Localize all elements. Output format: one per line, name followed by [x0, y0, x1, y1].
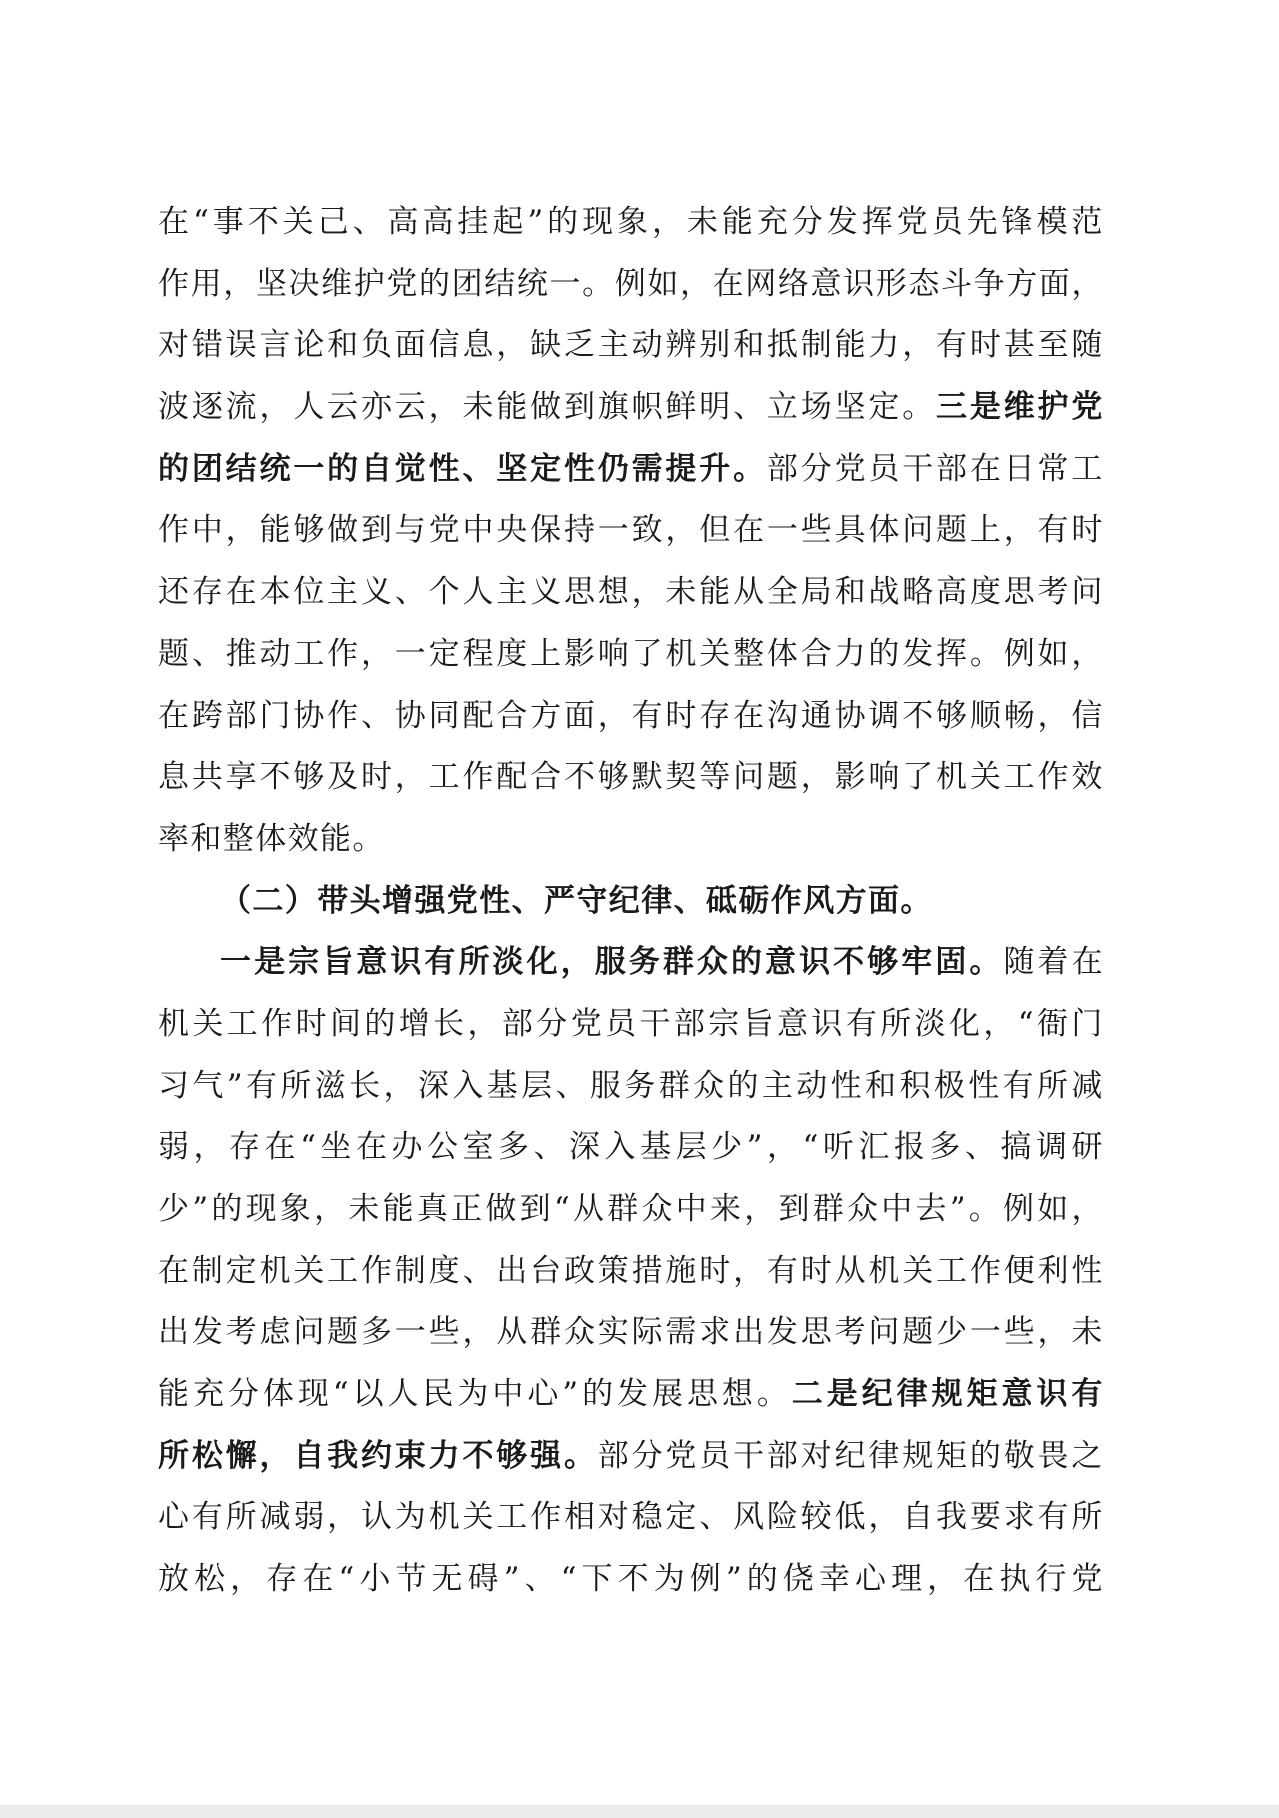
- text-line: 题 、 推 动 工 作 ， 一 定 程 度 上 影 响 了 机 关 整 体 合 力 的 发 挥 。 例 如 ，: [158, 635, 1104, 672]
- text-line: [158, 809, 1104, 871]
- text-line: 弱 ， 存 在 “ 坐 在 办 公 室 多 、 深 入 基 层 少 ” ， “ 听 汇 报 多 、 搞 调 研: [158, 1129, 1104, 1166]
- text-line: 机 关 工 作 时 间 的 增 长 ， 部 分 党 员 干 部 宗 旨 意 识 有 所 淡 化 ， “ 衙 门: [158, 1005, 1104, 1042]
- document-body: [158, 192, 1104, 1611]
- text-line: 所 松 懈 ， 自 我 约 束 力 不 够 强 。 部 分 党 员 干 部 对 纪 律 规 矩 的 敬 畏 之: [158, 1437, 1104, 1474]
- text-line: 作 中 ， 能 够 做 到 与 党 中 央 保 持 一 致 ， 但 在 一 些 具 体 问 题 上 ， 有 时: [158, 512, 1104, 549]
- text-line: 在 跨 部 门 协 作 、 协 同 配 合 方 面 ， 有 时 存 在 沟 通 协 调 不 够 顺 畅 ， 信: [158, 697, 1104, 734]
- text-line: 放 松 ， 存 在 “ 小 节 无 碍 ” 、 “ 下 不 为 例 ” 的 侥 幸 心 理 ， 在 执 行 党: [158, 1561, 1104, 1598]
- text-line: 少 ” 的 现 象 ， 未 能 真 正 做 到 “ 从 群 众 中 来 ， 到 群 众 中 去 ” 。 例 如 ，: [158, 1191, 1104, 1227]
- bold-text-segment: （二）带头增强党性、严守纪律、砥砺作风方面。: [220, 882, 933, 919]
- viewer-bottom-bar: [0, 1805, 1279, 1818]
- text-line: 习 气 ” 有 所 滋 长 ， 深 入 基 层 、 服 务 群 众 的 主 动 性 和 积 极 性 有 所 减: [158, 1067, 1104, 1104]
- text-segment: 率和整体效能。: [158, 820, 385, 857]
- section-heading: [158, 871, 1104, 933]
- text-line: 波 逐 流 ， 人 云 亦 云 ， 未 能 做 到 旗 帜 鲜 明 、 立 场 坚 定 。 三 是 维 护 党: [158, 389, 1104, 426]
- text-line: 息 共 享 不 够 及 时 ， 工 作 配 合 不 够 默 契 等 问 题 ， 影 响 了 机 关 工 作 效: [158, 759, 1104, 796]
- text-line: 还 存 在 本 位 主 义 、 个 人 主 义 思 想 ， 未 能 从 全 局 和 战 略 高 度 思 考 问: [158, 574, 1104, 611]
- text-line: 一 是 宗 旨 意 识 有 所 淡 化 ， 服 务 群 众 的 意 识 不 够 牢 固 。 随 着 在: [220, 944, 1104, 981]
- text-line: 能 充 分 体 现 “ 以 人 民 为 中 心 ” 的 发 展 思 想 。 二 是 纪 律 规 矩 意 识 有: [158, 1376, 1104, 1413]
- text-line: 对 错 误 言 论 和 负 面 信 息 ， 缺 乏 主 动 辨 别 和 抵 制 能 力 ， 有 时 甚 至 随: [158, 327, 1104, 364]
- text-line: 在 “ 事 不 关 己 、 高 高 挂 起 ” 的 现 象 ， 未 能 充 分 发 挥 党 员 先 锋 模 范: [158, 204, 1104, 240]
- text-line: 在 制 定 机 关 工 作 制 度 、 出 台 政 策 措 施 时 ， 有 时 从 机 关 工 作 便 利 性: [158, 1252, 1104, 1289]
- text-line: 作 用 ， 坚 决 维 护 党 的 团 结 统 一 。 例 如 ， 在 网 络 意 识 形 态 斗 争 方 面 ，: [158, 265, 1104, 302]
- text-line: 出 发 考 虑 问 题 多 一 些 ， 从 群 众 实 际 需 求 出 发 思 考 问 题 少 一 些 ， 未: [158, 1314, 1104, 1351]
- text-line: 的 团 结 统 一 的 自 觉 性 、 坚 定 性 仍 需 提 升 。 部 分 党 员 干 部 在 日 常 工: [158, 450, 1104, 487]
- text-line: 心 有 所 减 弱 ， 认 为 机 关 工 作 相 对 稳 定 、 风 险 较 低 ， 自 我 要 求 有 所: [158, 1499, 1104, 1536]
